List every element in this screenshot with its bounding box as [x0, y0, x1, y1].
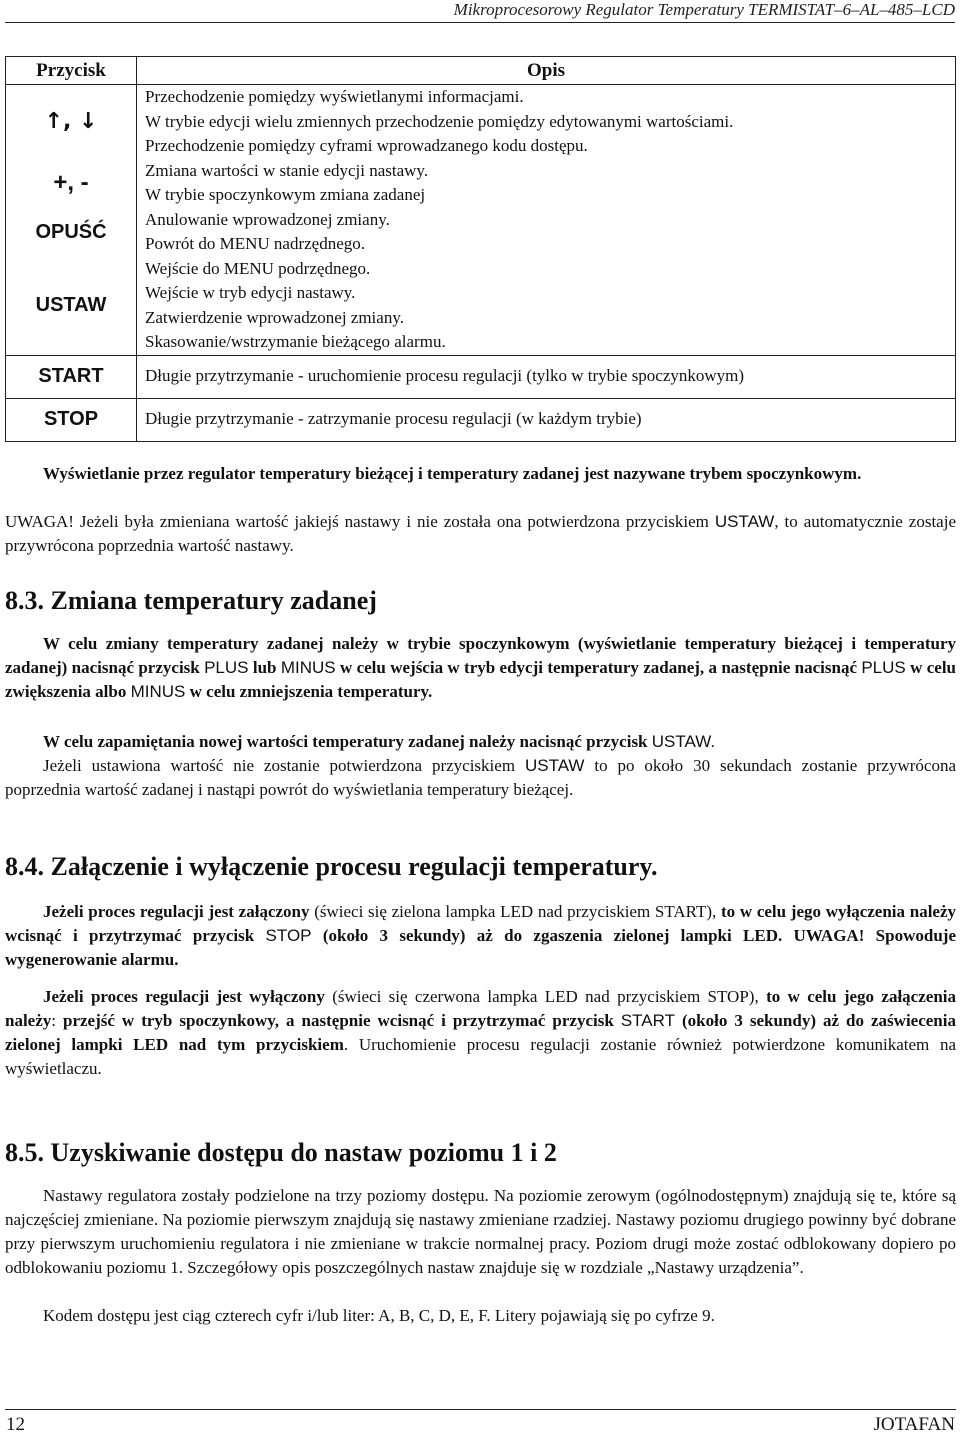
key-description — [137, 85, 956, 159]
paragraph-text: Kodem dostępu jest ciąg czterech cyfr i/lub liter: A, B, C, D, E, F. Litery pojawiają się po cyfrze 9. — [43, 1306, 715, 1325]
footer-brand: JOTAFAN — [873, 1414, 955, 1435]
key-name: USTAW. — [651, 732, 716, 751]
key-name: START — [620, 1011, 675, 1030]
table-row — [6, 159, 956, 208]
paragraph-text: W celu zapamiętania nowej wartości temperatury zadanej należy nacisnąć przycisk — [43, 732, 652, 751]
description-line: W trybie spoczynkowym zmiana zadanej — [145, 185, 426, 204]
paragraph-text: przejść w tryb spoczynkowy, a następnie wcisnąć i przytrzymać przycisk — [63, 1011, 621, 1030]
key-name: PLUS — [861, 658, 906, 677]
paragraph-text: Jeżeli ustawiona wartość nie zostanie potwierdzona przyciskiem — [43, 756, 525, 775]
paragraph — [5, 1304, 956, 1328]
key-description — [137, 398, 956, 441]
paragraph-text: . Uruchomienie procesu regulacji zostanie również potwierdzone komunikatem na wyświetlaczu. — [5, 1035, 957, 1078]
paragraph-text: to w celu jego wyłączenia należy wcisnąć i przytrzymać przycisk — [5, 902, 957, 945]
description-line: Wejście do MENU podrzędnego. — [145, 258, 371, 278]
description-line: Przechodzenie pomiędzy wyświetlanymi informacjami. — [145, 87, 524, 106]
key-name: PLUS — [204, 658, 249, 677]
paragraph-text: Jeżeli proces regulacji jest załączony — [43, 902, 310, 921]
standby-definition: Wyświetlanie przez regulator temperatury bieżącej i temperatury zadanej jest nazywane trybem spoczynkowym. — [43, 464, 862, 483]
description-line: W trybie edycji wielu zmiennych przechodzenie pomiędzy edytowanymi wartościami. — [145, 111, 734, 131]
paragraph-text: (około 3 sekundy) aż do zgaszenia zielonej lampki LED. UWAGA! Spowoduje wygenerowanie alarmu. — [5, 926, 956, 969]
key-stop: STOP — [6, 398, 137, 441]
key-description — [137, 257, 956, 356]
warning-text: UWAGA! Jeżeli była zmieniana wartość jakiejś nastawy i nie została ona potwierdzona przyciskiem — [5, 512, 715, 531]
paragraph — [5, 754, 956, 802]
paragraph — [5, 1184, 956, 1280]
paragraph-text: W celu zmiany temperatury zadanej należy w trybie spoczynkowym (wyświetlanie temperatury bieżącej i temperatury zadanej) nacisnąć przycisk — [5, 634, 956, 677]
paragraph-text: to po około 30 sekundach zostanie przywrócona poprzednia wartość zadanej i nastąpi powrót do wyświetlania temperatury bieżącej. — [5, 756, 956, 799]
paragraph-text: w celu zmniejszenia temperatury. — [185, 682, 433, 701]
key-plus-minus: +, - — [6, 159, 137, 208]
table-row — [6, 355, 956, 398]
paragraph-text: (około 3 sekundy) aż do zaświecenia zielonej lampki LED nad tym przyciskiem — [5, 1011, 956, 1054]
key-ustaw: USTAW — [6, 257, 137, 356]
key-name: STOP — [265, 926, 312, 945]
section-heading-8-4: 8.4. Załączenie i wyłączenie procesu regulacji temperatury. — [5, 852, 658, 881]
paragraph — [5, 985, 956, 1081]
column-header-button: Przycisk — [6, 57, 137, 85]
description-line: Przechodzenie pomiędzy cyframi wprowadzanego kodu dostępu. — [145, 136, 588, 155]
paragraph-text: (świeci się zielona lampka LED nad przyciskiem START), — [309, 902, 721, 921]
buttons-table — [5, 56, 956, 442]
description-line: Długie przytrzymanie - uruchomienie procesu regulacji (tylko w trybie spoczynkowym) — [145, 366, 745, 386]
footer-divider — [5, 1409, 956, 1410]
key-description — [137, 208, 956, 257]
description-line: Anulowanie wprowadzonej zmiany. — [145, 209, 390, 229]
key-name: USTAW — [714, 512, 775, 531]
paragraph-text: to w celu jego załączenia należy — [5, 987, 956, 1030]
key-name: MINUS — [130, 682, 186, 701]
column-header-description: Opis — [137, 57, 956, 85]
description-line: Długie przytrzymanie - zatrzymanie procesu regulacji (w każdym trybie) — [145, 409, 642, 429]
table-row — [6, 208, 956, 257]
paragraph-text: Nastawy regulatora zostały podzielone na trzy poziomy dostępu. Na poziomie zerowym (ogólnodostępnym) znajdują się te, które są najczęściej zmieniane. Na poziomie pierwszym znajdują się nastawy zmieniane rzadziej. Nastawy poziomu drugiego powinny być dobrane przy pierwszym uruchomieniu regulatora i nie zmieniane w trakcie normalnej pracy. Poziom drugi może zostać odblokowany dopiero po odblokowaniu poziomu 1. Szczegółowy opis poszczególnych nastaw znajduje się w rozdziale „Nastawy urządzenia”. — [5, 1186, 956, 1277]
paragraph — [5, 632, 956, 704]
table-row — [6, 398, 956, 441]
key-name: USTAW — [524, 756, 585, 775]
key-description — [137, 355, 956, 398]
section-heading-8-5: 8.5. Uzyskiwanie dostępu do nastaw poziomu 1 i 2 — [5, 1138, 557, 1167]
key-opusc: OPUŚĆ — [6, 208, 137, 257]
key-description — [137, 159, 956, 208]
description-line: Zmiana wartości w stanie edycji nastawy. — [145, 160, 429, 180]
paragraph-text: w celu zwiększenia albo — [5, 658, 957, 701]
paragraph-text: (świeci się czerwona lampka LED nad przyciskiem STOP), — [324, 987, 767, 1006]
section-heading-8-3: 8.3. Zmiana temperatury zadanej — [5, 586, 377, 615]
key-arrows: ↑, ↓ — [6, 85, 137, 159]
paragraph — [5, 900, 956, 972]
table-row — [6, 85, 956, 159]
description-line: Zatwierdzenie wprowadzonej zmiany. — [145, 307, 404, 327]
table-header-row — [6, 57, 956, 85]
key-start: START — [6, 355, 137, 398]
intro-paragraph — [5, 462, 956, 486]
key-name: MINUS — [280, 658, 336, 677]
paragraph-text: : — [51, 1011, 64, 1030]
table-row — [6, 257, 956, 356]
paragraph-text: w celu wejścia w tryb edycji temperatury zadanej, a następnie nacisnąć — [335, 658, 862, 677]
paragraph-text: lub — [248, 658, 281, 677]
warning-text: , to automatycznie zostaje przywrócona poprzednia wartość nastawy. — [5, 512, 956, 555]
paragraph-text: Jeżeli proces regulacji jest wyłączony — [43, 987, 325, 1006]
description-line: Wejście w tryb edycji nastawy. — [145, 283, 356, 302]
description-line: Powrót do MENU nadrzędnego. — [145, 234, 366, 253]
page-header: Mikroprocesorowy Regulator Temperatury TERMISTAT–6–AL–485–LCD — [5, 0, 955, 23]
description-line: Skasowanie/wstrzymanie bieżącego alarmu. — [145, 332, 446, 351]
paragraph — [5, 730, 956, 754]
page-number: 12 — [6, 1414, 25, 1435]
warning-paragraph — [5, 510, 956, 558]
